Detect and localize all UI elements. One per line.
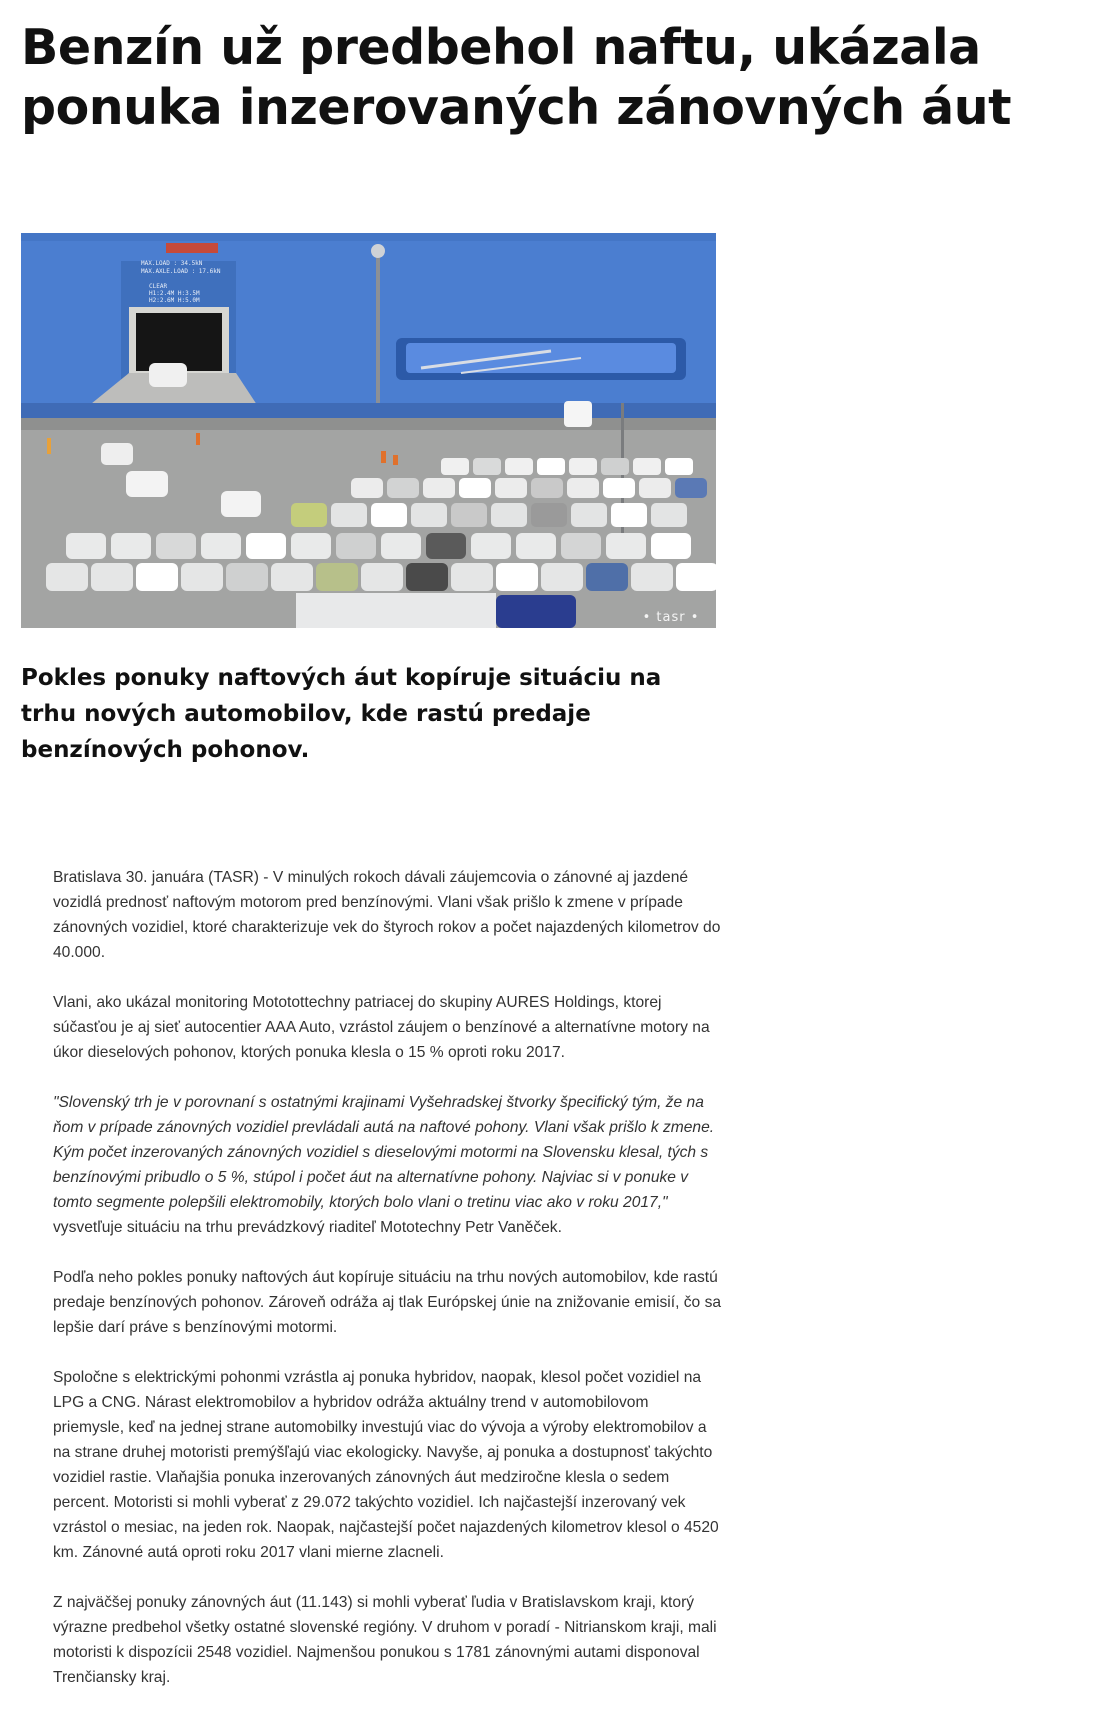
article-paragraph: Podľa neho pokles ponuky naftových áut kopíruje situáciu na trhu nových automobilov, kde rastú predaje benzínových pohonov. Zároveň odráža aj tlak Európskej únie na znižovanie emisií, čo sa lepšie darí práve s benzínovými motormi. xyxy=(53,1269,722,1336)
ship-port-photo xyxy=(21,233,716,628)
ship-sign-5: H2:2.6M H:5.0M xyxy=(149,297,200,304)
article-paragraph: Vlani, ako ukázal monitoring Mototottechny patriacej do skupiny AURES Holdings, ktorej súčasťou je aj sieť autocentier AAA Auto, vzrástol záujem o benzínové a alternatívne motory na úkor dieselových pohonov, ktorých ponuka klesla o 15 % oproti roku 2017. xyxy=(53,994,710,1061)
ship-sign-3: CLEAR xyxy=(149,283,168,290)
article-hero-image[interactable] xyxy=(21,233,716,628)
article-paragraph: Spoločne s elektrickými pohonmi vzrástla aj ponuka hybridov, naopak, klesol počet vozidiel na LPG a CNG. Nárast elektromobilov a hybridov odráža aktuálny trend v automobilovom priemysle, keď na jednej strane automobilky investujú viac do vývoja a výroby elektromobilov a na strane druhej motoristi premýšľajú viac ekologicky. Navyše, aj ponuka a dostupnosť takýchto vozidiel rastie. Vlaňajšia ponuka inzerovaných zánovných áut medziročne klesla o sedem percent. Motoristi si mohli vyberať z 29.072 takýchto vozidiel. Ich najčastejší inzerovaný vek vzrástol o mesiac, na jeden rok. Naopak, najčastejší počet najazdených kilometrov klesol o 4520 km. Zánovné autá oproti roku 2017 vlani mierne zlacneli. xyxy=(53,1369,719,1561)
article-headline: Benzín už predbehol naftu, ukázala ponuka inzerovaných zánovných áut xyxy=(21,19,1012,136)
article-quote-attribution: vysvetľuje situáciu na trhu prevádzkový riaditeľ Mototechny Petr Vaněček. xyxy=(53,1219,562,1236)
article-perex: Pokles ponuky naftových áut kopíruje situáciu na trhu nových automobilov, kde rastú predaje benzínových pohonov. xyxy=(21,665,662,763)
ship-sign-1: MAX.LOAD : 34.5kN xyxy=(141,260,203,267)
article-paragraph: Z najväčšej ponuky zánovných áut (11.143) si mohli vyberať ľudia v Bratislavskom kraji, ktorý výrazne predbehol všetky ostatné slovenské regióny. V druhom v poradí - Nitrianskom kraji, mali motoristi k dispozícii 2548 vozidiel. Najmenšou ponukou s 1781 zánovnými autami disponoval Trenčiansky kraj. xyxy=(53,1594,717,1686)
ship-sign-4: H1:2.4M H:3.5M xyxy=(149,290,200,297)
article-body xyxy=(53,865,723,1715)
tasr-watermark: • tasr • xyxy=(642,610,700,625)
article-paragraph-quote xyxy=(53,1090,723,1240)
ship-sign-2: MAX.AXLE.LOAD : 17.6kN xyxy=(141,268,221,275)
article-quote: "Slovenský trh je v porovnaní s ostatnými krajinami Vyšehradskej štvorky špecifický tým, že na ňom v prípade zánovných vozidiel prevládali autá na naftové pohony. Vlani však prišlo k zmene. Kým počet inzerovaných zánovných vozidiel s dieselovými motormi na Slovensku klesal, tých s benzínovými pribudlo o 5 %, stúpol i počet áut na alternatívne pohony. Najviac si v ponuke v tomto segmente polepšili elektromobily, ktorých bolo vlani o tretinu viac ako v roku 2017," xyxy=(53,1094,715,1211)
article-paragraph: Bratislava 30. januára (TASR) - V minulých rokoch dávali záujemcovia o zánovné aj jazdené vozidlá prednosť naftovým motorom pred benzínovými. Vlani však prišlo k zmene v prípade zánovných vozidiel, ktoré charakterizuje vek do štyroch rokov a počet najazdených kilometrov do 40.000. xyxy=(53,869,721,961)
